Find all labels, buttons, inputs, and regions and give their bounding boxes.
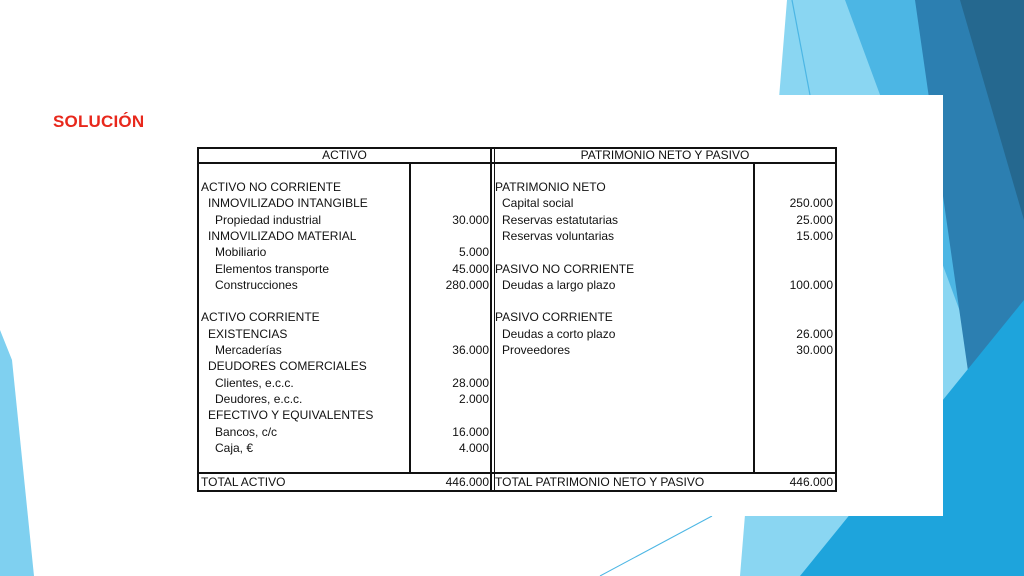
total-assets-value: 446.000 — [445, 475, 489, 489]
table-border-bottom — [197, 490, 837, 492]
liabilities-row-label: Proveedores — [502, 343, 571, 357]
assets-row-value: 4.000 — [458, 441, 489, 455]
liabilities-row-label: Deudas a corto plazo — [502, 327, 616, 341]
assets-row-label: Clientes, e.c.c. — [215, 376, 294, 390]
total-rule — [197, 472, 837, 474]
assets-row-value: 45.000 — [452, 262, 489, 276]
assets-row-value: 30.000 — [452, 213, 489, 227]
assets-header: ACTIVO — [322, 148, 367, 162]
liabilities-row-value: 100.000 — [789, 278, 833, 292]
liabilities-row-value: 250.000 — [789, 196, 833, 210]
assets-row-label: Bancos, c/c — [215, 425, 278, 439]
assets-row-label: Propiedad industrial — [215, 213, 322, 227]
assets-row-label: Caja, € — [215, 441, 254, 455]
liabilities-row-label: PASIVO CORRIENTE — [495, 310, 613, 324]
assets-row-value: 16.000 — [452, 425, 489, 439]
assets-row-label: ACTIVO CORRIENTE — [201, 310, 320, 324]
assets-row-label: Elementos transporte — [215, 262, 330, 276]
header-rule — [197, 162, 837, 164]
assets-row-label: INMOVILIZADO MATERIAL — [208, 229, 357, 243]
liabilities-row-value: 15.000 — [796, 229, 833, 243]
assets-row-value: 5.000 — [458, 245, 489, 259]
liabilities-row-value: 25.000 — [796, 213, 833, 227]
assets-row-label: DEUDORES COMERCIALES — [208, 359, 367, 373]
assets-row-label: ACTIVO NO CORRIENTE — [201, 180, 342, 194]
decor-line-bottom — [600, 516, 712, 576]
liabilities-row-label: Reservas voluntarias — [502, 229, 615, 243]
assets-row-label: EFECTIVO Y EQUIVALENTES — [208, 408, 374, 422]
balance-sheet-table — [197, 147, 837, 492]
assets-row-label: Mercaderías — [215, 343, 282, 357]
assets-row-label: Deudores, e.c.c. — [215, 392, 303, 406]
liabilities-value-divider — [753, 164, 755, 474]
assets-row-value: 36.000 — [452, 343, 489, 357]
table-border-right — [835, 147, 837, 492]
liabilities-header: PATRIMONIO NETO Y PASIVO — [580, 148, 750, 162]
assets-row-label: Mobiliario — [215, 245, 267, 259]
assets-row-value: 28.000 — [452, 376, 489, 390]
liabilities-row-value: 26.000 — [796, 327, 833, 341]
liabilities-row-label: PASIVO NO CORRIENTE — [495, 262, 635, 276]
page-title: SOLUCIÓN — [53, 112, 145, 131]
total-liabilities-value: 446.000 — [789, 475, 833, 489]
assets-row-label: Construcciones — [215, 278, 298, 292]
liabilities-row-label: Deudas a largo plazo — [502, 278, 616, 292]
liabilities-row-label: Reservas estatutarias — [502, 213, 619, 227]
center-divider — [490, 147, 492, 492]
assets-row-value: 280.000 — [445, 278, 489, 292]
liabilities-row-label: PATRIMONIO NETO — [495, 180, 606, 194]
decor-left-strip — [0, 330, 34, 576]
liabilities-row-label: Capital social — [502, 196, 574, 210]
total-assets-label: TOTAL ACTIVO — [201, 475, 286, 489]
table-border-left — [197, 147, 199, 492]
assets-row-value: 2.000 — [458, 392, 489, 406]
total-liabilities-label: TOTAL PATRIMONIO NETO Y PASIVO — [495, 475, 705, 489]
assets-row-label: INMOVILIZADO INTANGIBLE — [208, 196, 368, 210]
assets-row-label: EXISTENCIAS — [208, 327, 288, 341]
liabilities-row-value: 30.000 — [796, 343, 833, 357]
